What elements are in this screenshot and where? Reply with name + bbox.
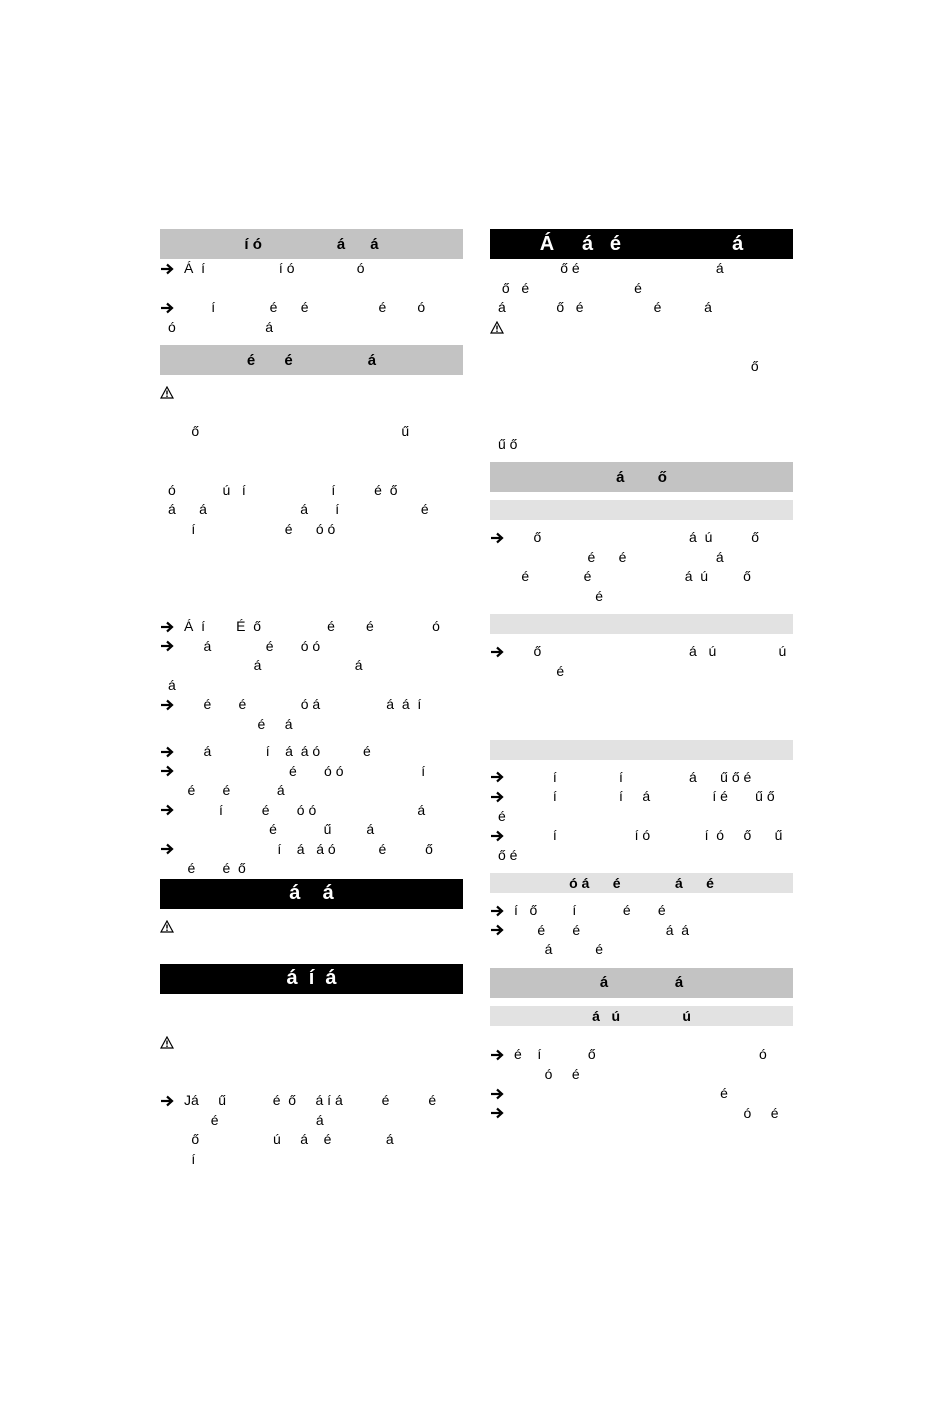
line-text: é é ő — [168, 860, 246, 876]
section-header: á á — [490, 968, 793, 998]
spacer — [160, 337, 463, 345]
arrow-right-icon — [490, 528, 504, 548]
text-line — [490, 587, 793, 607]
line-text: í í á ű ő é — [514, 768, 752, 785]
line-text: ő é é — [498, 279, 642, 296]
spacer — [160, 956, 463, 964]
text-line — [160, 1111, 463, 1131]
arrow-right-icon — [160, 695, 174, 715]
line-text: í é ó ó — [168, 520, 336, 537]
spacer — [160, 279, 463, 299]
text-line — [160, 500, 463, 520]
arrow-right-icon — [160, 259, 174, 279]
line-text: í ő í é é — [514, 902, 666, 918]
line-text: á á — [168, 657, 363, 673]
line-text: é — [514, 1085, 728, 1101]
spacer — [490, 337, 793, 357]
instruction-item — [490, 1084, 793, 1104]
section-header — [490, 500, 793, 520]
section-header: á á — [160, 879, 463, 909]
spacer — [490, 865, 793, 873]
spacer — [490, 893, 793, 901]
line-text: á é — [498, 941, 604, 957]
left-column — [160, 229, 463, 1169]
instruction-item — [160, 617, 463, 637]
spacer — [490, 701, 793, 721]
arrow-right-icon — [490, 1084, 504, 1104]
line-text: ő — [498, 357, 759, 374]
section-header — [490, 740, 793, 760]
text-line — [490, 567, 793, 587]
arrow-right-icon — [160, 742, 174, 762]
line-text: Á í É ő é é ó — [184, 618, 440, 634]
instruction-item — [160, 298, 463, 318]
spacer — [490, 415, 793, 435]
spacer — [160, 461, 463, 481]
text-line — [160, 318, 463, 338]
section-header — [490, 614, 793, 634]
spacer — [160, 403, 463, 423]
arrow-right-icon — [490, 787, 504, 807]
spacer — [490, 998, 793, 1006]
line-text: Já ű é ő á í á é é — [184, 1092, 437, 1108]
instruction-item — [160, 840, 463, 860]
instruction-item — [490, 528, 793, 548]
spacer — [160, 994, 463, 1014]
spacer — [160, 578, 463, 598]
arrow-right-icon — [490, 901, 504, 921]
spacer — [160, 909, 463, 917]
line-text: é é ó á á á í — [184, 696, 422, 712]
right-column — [490, 229, 793, 1123]
arrow-right-icon — [490, 768, 504, 788]
arrow-right-icon — [160, 801, 174, 821]
line-text: é é á — [168, 782, 285, 798]
section-header: í ó á á — [160, 229, 463, 259]
spacer — [160, 559, 463, 579]
spacer — [490, 1026, 793, 1046]
warning-note — [490, 318, 793, 338]
instruction-item — [160, 801, 463, 821]
line-text: ő á ú ő — [514, 529, 760, 545]
spacer — [160, 1052, 463, 1072]
line-text: í é ó ó á — [184, 801, 426, 818]
line-text: í í á í é ű ő — [514, 788, 775, 804]
warning-triangle-icon — [160, 917, 174, 937]
line-text: ű ő — [498, 435, 518, 452]
spacer — [160, 442, 463, 462]
line-text: á — [168, 676, 176, 693]
warning-note — [160, 917, 463, 937]
instruction-item — [490, 1104, 793, 1124]
section-header: á í á — [160, 964, 463, 994]
instruction-item — [160, 762, 463, 782]
instruction-item — [490, 826, 793, 846]
spacer — [490, 492, 793, 500]
spacer — [160, 936, 463, 956]
line-text: ó é — [514, 1104, 779, 1121]
text-line — [490, 279, 793, 299]
spacer — [490, 960, 793, 968]
warning-note — [160, 1033, 463, 1053]
text-line — [490, 435, 793, 455]
line-text: é — [498, 587, 604, 604]
line-text: é — [498, 662, 565, 679]
arrow-right-icon — [160, 298, 174, 318]
line-text: é á — [168, 715, 293, 732]
text-line — [160, 1150, 463, 1170]
line-text: é é á — [498, 548, 724, 565]
spacer — [160, 1072, 463, 1092]
instruction-item — [490, 1045, 793, 1065]
text-line — [160, 1130, 463, 1150]
line-text: é — [498, 807, 506, 824]
warning-triangle-icon — [160, 1033, 174, 1053]
instruction-item — [160, 1091, 463, 1111]
line-text: í — [168, 1150, 196, 1167]
line-text: ő ú á é á — [168, 1131, 394, 1147]
text-line — [160, 676, 463, 696]
arrow-right-icon — [490, 1045, 504, 1065]
instruction-item — [160, 637, 463, 657]
line-text: é é á á — [514, 921, 690, 938]
spacer — [490, 681, 793, 701]
instruction-item — [160, 695, 463, 715]
spacer — [490, 634, 793, 642]
instruction-item — [490, 768, 793, 788]
spacer — [160, 1013, 463, 1033]
line-text: í é é é ó — [184, 299, 426, 315]
line-text: ő é á — [498, 260, 724, 276]
spacer — [160, 375, 463, 383]
section-header: Á á é á — [490, 229, 793, 259]
section-header: é é á — [160, 345, 463, 375]
text-line — [490, 807, 793, 827]
line-text: á í á á ó é — [184, 743, 371, 759]
instruction-item — [490, 787, 793, 807]
instruction-item — [490, 901, 793, 921]
text-line — [490, 548, 793, 568]
line-text: ó á — [168, 318, 274, 335]
spacer — [490, 720, 793, 740]
text-line — [160, 422, 463, 442]
text-line — [160, 520, 463, 540]
arrow-right-icon — [490, 642, 504, 662]
instruction-item — [160, 742, 463, 762]
text-line — [490, 298, 793, 318]
section-header: ó á é á é — [490, 873, 793, 893]
arrow-right-icon — [160, 1091, 174, 1111]
warning-triangle-icon — [160, 383, 174, 403]
line-text: ő é — [498, 846, 518, 863]
line-text: é á — [168, 1111, 324, 1128]
line-text: á é ó ó — [184, 637, 321, 654]
warning-note — [160, 383, 463, 403]
spacer — [160, 734, 463, 742]
line-text: ő á ú ú — [514, 643, 787, 659]
arrow-right-icon — [490, 921, 504, 941]
line-text: í á á ó é ő — [184, 840, 433, 857]
text-line — [490, 846, 793, 866]
text-line — [160, 481, 463, 501]
line-text: ó ú í í é ő — [168, 481, 398, 498]
arrow-right-icon — [160, 840, 174, 860]
text-line — [160, 820, 463, 840]
text-line — [490, 1065, 793, 1085]
spacer — [490, 606, 793, 614]
text-line — [490, 259, 793, 279]
line-text: ő ű — [168, 423, 410, 439]
text-line — [160, 656, 463, 676]
spacer — [160, 598, 463, 618]
section-header: á ő — [490, 462, 793, 492]
instruction-item — [490, 921, 793, 941]
spacer — [490, 376, 793, 396]
line-text: é í ő ó — [514, 1046, 767, 1062]
line-text: é ó ó í — [184, 762, 426, 779]
text-line — [490, 357, 793, 377]
arrow-right-icon — [490, 1104, 504, 1124]
section-header: á ú ú — [490, 1006, 793, 1026]
line-text: á á á í é — [168, 501, 429, 517]
spacer — [490, 396, 793, 416]
line-text: é ű á — [168, 821, 375, 837]
spacer — [490, 520, 793, 528]
text-line — [160, 715, 463, 735]
text-line — [160, 859, 463, 879]
arrow-right-icon — [160, 637, 174, 657]
spacer — [160, 539, 463, 559]
line-text: í í ó í ó ő ű — [514, 827, 783, 843]
instruction-item — [490, 642, 793, 662]
spacer — [490, 454, 793, 462]
arrow-right-icon — [160, 617, 174, 637]
line-text: á ő é é á — [498, 299, 712, 315]
line-text: é é á ú ő — [498, 568, 751, 584]
warning-triangle-icon — [490, 318, 504, 338]
spacer — [490, 760, 793, 768]
text-line — [160, 781, 463, 801]
text-line — [490, 940, 793, 960]
instruction-item — [160, 259, 463, 279]
line-text: Á í í ó ó — [184, 260, 365, 276]
text-line — [490, 662, 793, 682]
arrow-right-icon — [490, 826, 504, 846]
line-text: ó é — [498, 1065, 580, 1082]
arrow-right-icon — [160, 762, 174, 782]
